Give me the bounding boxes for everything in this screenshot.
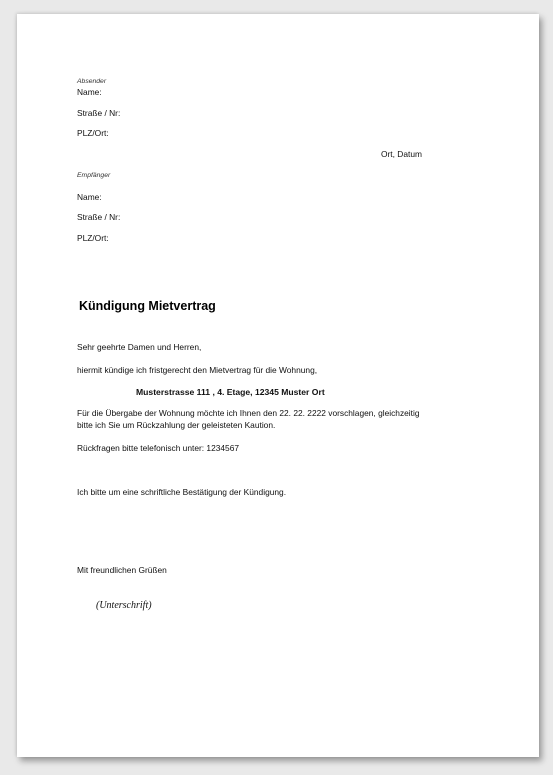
intro-text: hiermit kündige ich fristgerecht den Mietvertrag für die Wohnung,	[77, 365, 318, 375]
apartment-address: Musterstrasse 111 , 4. Etage, 12345 Muster Ort	[136, 387, 325, 397]
signature-placeholder: (Unterschrift)	[96, 600, 152, 611]
recipient-city: PLZ/Ort:	[77, 233, 109, 243]
sender-name: Name:	[77, 87, 102, 97]
subject-title: Kündigung Mietvertrag	[79, 299, 216, 313]
handover-text-line2: bitte ich Sie um Rückzahlung der geleisteten Kaution.	[77, 420, 276, 430]
letter-page	[17, 14, 539, 757]
salutation: Sehr geehrte Damen und Herren,	[77, 342, 202, 352]
closing-text: Mit freundlichen Grüßen	[77, 565, 167, 575]
place-date: Ort, Datum	[381, 149, 422, 159]
recipient-name: Name:	[77, 192, 102, 202]
recipient-street: Straße / Nr:	[77, 212, 121, 222]
recipient-heading: Empfänger	[77, 172, 111, 179]
sender-heading: Absender	[77, 78, 107, 85]
confirmation-text: Ich bitte um eine schriftliche Bestätigung der Kündigung.	[77, 487, 287, 497]
sender-street: Straße / Nr:	[77, 108, 121, 118]
contact-text: Rückfragen bitte telefonisch unter: 1234567	[77, 443, 240, 453]
handover-text-line1: Für die Übergabe der Wohnung möchte ich Ihnen den 22. 22. 2222 vorschlagen, gleichzeitig	[77, 408, 420, 418]
sender-city: PLZ/Ort:	[77, 128, 109, 138]
